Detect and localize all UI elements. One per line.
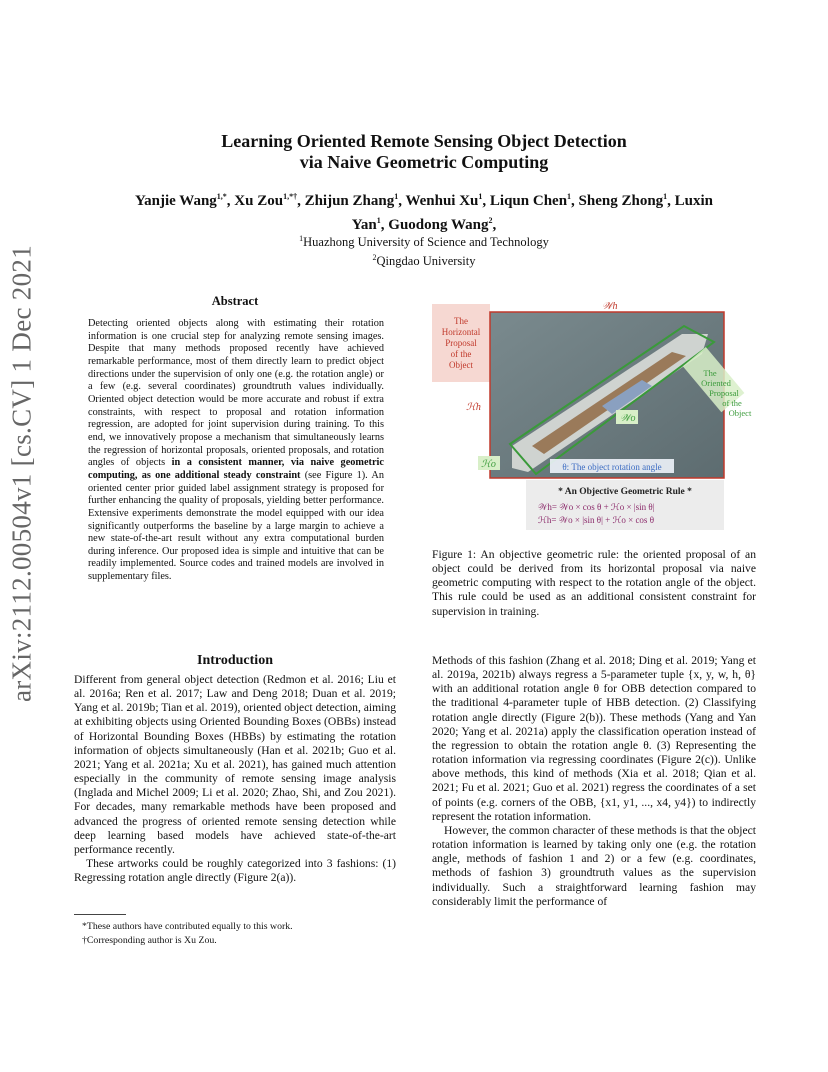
- oriented-label-line-2: Oriented: [701, 378, 731, 388]
- horizontal-label-line-4: of the: [450, 349, 472, 359]
- intro-paragraph-2: These artworks could be roughly categorized into 3 fashions: (1) Regressing rotation angle directly (Figure 2(a)).: [74, 857, 396, 885]
- label-wo: 𝒲o: [620, 413, 636, 424]
- label-wh: 𝒲h: [602, 301, 618, 312]
- paper-title: Learning Oriented Remote Sensing Object Detection via Naive Geometric Computing: [221, 131, 627, 172]
- footnote-1: *These authors have contributed equally to this work.: [82, 921, 293, 932]
- right-paragraph-1: Methods of this fashion (Zhang et al. 2018; Ding et al. 2019; Yang et al. 2019a, 2021b) always regress a 5-parameter tuple {x, y, w, h, θ} with an additional rotation angle θ for OBB detection compared to the traditional 4-parameter tuple of HBB detection. (2) Classifying rotation angle directly (Figure 2(b)). These methods (Yang and Yan 2020; Yang et al. 2021a) apply the classification operation instead of the regression to obtain the rotation angle θ. (3) Representing the rotation information via regressing coordinates (Figure 2(c)). Unlike above methods, this kind of methods (Xia et al. 2018; Qian et al. 2021; Fu et al. 2021; Guo et al. 2021) regress the coordinates of a set of points (e.g. corners of the OBB, {x1, y1, ..., x4, y4}) to indirectly represent the rotation information.: [432, 654, 756, 823]
- footnote-rule: [74, 914, 126, 915]
- author-list: [90, 187, 758, 235]
- intro-paragraph-1: Different from general object detection (Redmon et al. 2016; Liu et al. 2016a; Ren et al. 2017; Law and Deng 2018; Duan et al. 2019; Yang et al. 2019b; Tian et al. 2019), oriented object detection, aiming at exhibiting objects using Oriented Bounding Boxes (OBBs) instead of Horizontal Bounding Boxes (HBBs) by estimating the rotation information of objects simultaneously (Han et al. 2021b; Guo et al. 2021; Yang et al. 2021a; Xu et al. 2021), has gained much attention especially in the community of remote sensing image analysis (Inglada and Michel 2009; Li et al. 2020; Zhao, Shi, and Zou 2021). For decades, many remarkable methods have been proposed and advanced the progress of oriented remote sensing detection while deep learning based models have achieved state-of-the-art performance recently.: [74, 673, 396, 856]
- rule-equation-1: 𝒲h= 𝒲o × cos θ + ℋo × |sin θ|: [538, 502, 655, 512]
- horizontal-label-line-2: Horizontal: [441, 327, 481, 337]
- figure-1: [432, 296, 756, 532]
- abstract-body: Detecting oriented objects along with estimating their rotation information is one crucial step for analyzing remote sensing images. Despite that many methods proposed recently have achieved remarkable performance, most of them directly learn to predict object directions under the supervision of only one (e.g. the rotation angle) or a few (e.g. several coordinates) groundtruth values individually. Oriented object detection would be more accurate and robust if extra constraints, with respect to proposal and rotation information regression, are adopted for joint supervision during training. To this end, we innovatively propose a mechanism that simultaneously learns the regression of horizontal proposals, oriented proposals, and rotation angles of objects in a consistent manner, via naive geometric computing, as one additional steady constraint (see Figure 1). An oriented center prior guided label assignment strategy is proposed for further enhancing the quality of proposals, yielding better performance. Extensive experiments demonstrate the model equipped with our idea significantly outperforms the baseline by a large margin to achieve a new state-of-the-art result without any extra computational burden during inference. Our proposed idea is simple and intuitive that can be readily implemented. Source codes and trained models are involved in supplementary files.: [88, 318, 384, 583]
- oriented-label-line-4: of the: [722, 398, 742, 408]
- figure-1-caption: Figure 1: An objective geometric rule: the oriented proposal of an object could be derived from its horizontal proposal via naive geometric computing with respect to the rotation angle of the object. This rule could be used as an additional consistent constraint for supervision in training.: [432, 548, 756, 618]
- arxiv-identifier: arXiv:2112.00504v1 [cs.CV] 1 Dec 2021: [6, 244, 37, 703]
- rule-equation-2: ℋh= 𝒲o × |sin θ| + ℋo × cos θ: [538, 515, 654, 525]
- horizontal-label-line-5: Object: [449, 360, 473, 370]
- rule-title: * An Objective Geometric Rule *: [558, 487, 692, 497]
- oriented-label-line-3: Proposal: [709, 388, 739, 398]
- footnote-2: †Corresponding author is Xu Zou.: [82, 935, 217, 946]
- introduction-body: [74, 673, 396, 885]
- horizontal-label-line-1: The: [454, 316, 468, 326]
- horizontal-label-line-3: Proposal: [445, 338, 477, 348]
- right-column-body: [432, 654, 756, 909]
- theta-label: θ: The object rotation angle: [562, 462, 662, 472]
- authors-line-1: Yanjie Wang$^{1,*}$, Xu Zou$^{1,*\dagger}$, Zhijun Zhang$^1$, Wenhui Xu$^1$, Liqun Chen$^1$, Sheng Zhong$^1$, Luxin: [134, 192, 714, 209]
- oriented-label-line-5: Object: [728, 408, 752, 418]
- abstract-heading: Abstract: [211, 294, 259, 308]
- introduction-heading: Introduction: [197, 653, 273, 668]
- authors-line-2: Yan$^1$, Guodong Wang$^2$,: [351, 216, 497, 233]
- right-paragraph-2: However, the common character of these methods is that the object rotation information is learned by taking only one (e.g. the rotation angle, methods of fashion 1 and 2) or a few (e.g. coordinates, methods of fashion 3) groundtruth values as the supervision individually. Such a straightforward learning fashion may considerably limit the performance of: [432, 823, 756, 908]
- label-hh: ℋh: [466, 402, 481, 413]
- oriented-label-line-1: The: [703, 368, 717, 378]
- label-ho: ℋo: [481, 459, 496, 470]
- affiliations: $^1$Huazhong University of Science and Technology $^2$Qingdao University: [299, 234, 549, 269]
